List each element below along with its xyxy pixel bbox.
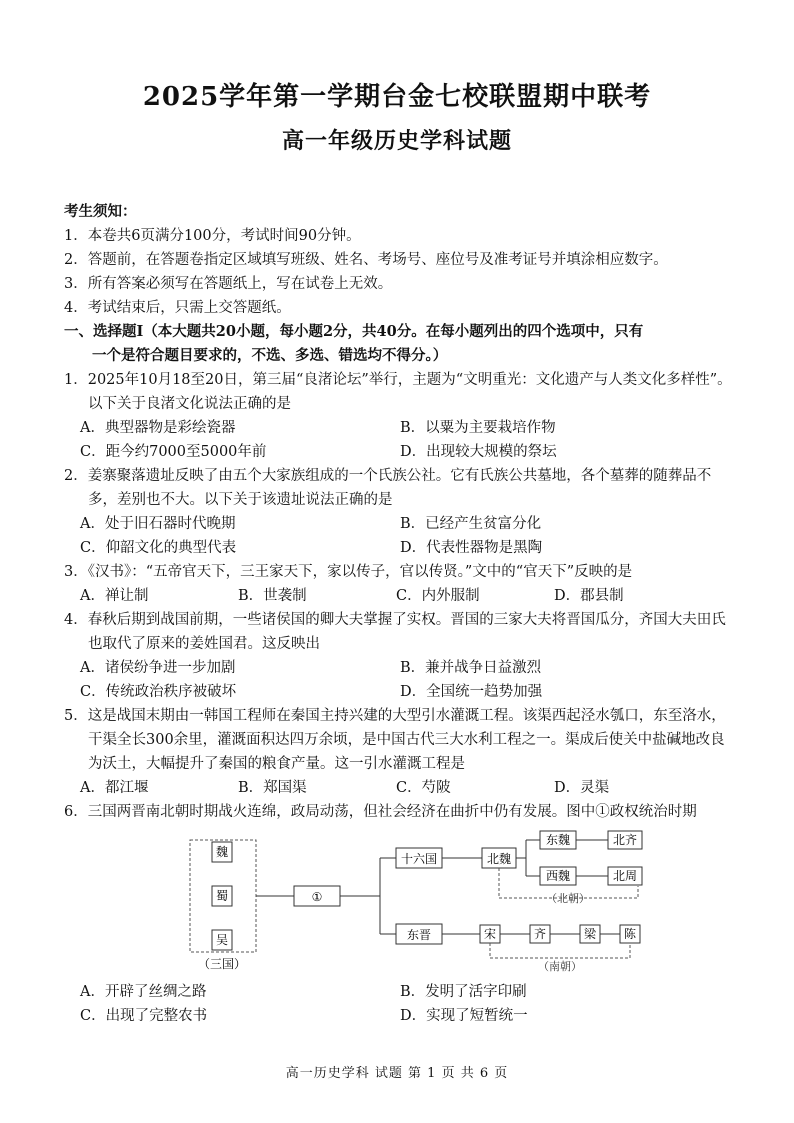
option-d: D．灵渠 bbox=[554, 780, 610, 796]
option-d: D．实现了短暂统一 bbox=[400, 1008, 528, 1024]
option-b: B．以粟为主要栽培作物 bbox=[400, 420, 556, 436]
option-b: B．郑国渠 bbox=[238, 780, 307, 796]
question-5 bbox=[64, 704, 734, 800]
label-center: ① bbox=[311, 890, 323, 904]
options-row bbox=[64, 980, 734, 1004]
exam-content bbox=[64, 200, 734, 1028]
question-stem: 2．姜寨聚落遗址反映了由五个大家族组成的一个氏族公社。它有氏族公共墓地，各个墓葬的随葬品不多，差别也不大。以下关于该遗址说法正确的是 bbox=[64, 468, 712, 508]
question-4 bbox=[64, 608, 734, 704]
question-stem: 3．《汉书》：“五帝官天下，三王家天下，家以传子，官以传贤。”文中的“官天下”反映的是 bbox=[64, 564, 633, 580]
option-c: C．出现了完整农书 bbox=[80, 1008, 208, 1024]
label-16-kingdoms: 十六国 bbox=[400, 852, 438, 866]
option-a: A．开辟了丝绸之路 bbox=[80, 984, 207, 1000]
label-sanguo: （三国） bbox=[197, 957, 247, 971]
label-wei: 魏 bbox=[215, 845, 229, 859]
label-chen: 陈 bbox=[623, 927, 637, 941]
option-d: D．代表性器物是黑陶 bbox=[400, 540, 543, 556]
exam-subtitle: 高一年级历史学科试题 bbox=[281, 128, 512, 154]
option-d: D．郡县制 bbox=[554, 588, 624, 604]
options-row bbox=[64, 656, 734, 680]
question-6 bbox=[64, 800, 734, 1028]
section-heading-cont: 一个是符合题目要求的，不选、多选、错选均不得分。） bbox=[92, 347, 448, 364]
label-north-zhou: 北周 bbox=[612, 869, 638, 883]
option-c: C．仰韶文化的典型代表 bbox=[80, 540, 237, 556]
notice-item: 4．考试结束后，只需上交答题纸。 bbox=[64, 300, 291, 316]
option-c: C．传统政治秩序被破坏 bbox=[80, 684, 237, 700]
dynasty-diagram-svg bbox=[184, 830, 644, 980]
notice-item: 3．所有答案必须写在答题纸上，写在试卷上无效。 bbox=[64, 276, 393, 292]
label-north-qi: 北齐 bbox=[612, 833, 638, 847]
option-d: D．出现较大规模的祭坛 bbox=[400, 444, 557, 460]
option-b: B．发明了活字印刷 bbox=[400, 984, 527, 1000]
question-2 bbox=[64, 464, 734, 560]
question-3 bbox=[64, 560, 734, 608]
options-row bbox=[64, 536, 734, 560]
label-north-wei: 北魏 bbox=[486, 852, 512, 866]
options-row bbox=[64, 416, 734, 440]
exam-title: 2025学年第一学期台金七校联盟期中联考 bbox=[142, 82, 652, 112]
option-a: A．处于旧石器时代晚期 bbox=[80, 516, 236, 532]
notice-item: 2．答题前，在答题卷指定区域填写班级、姓名、考场号、座位号及准考证号并填涂相应数字。 bbox=[64, 252, 668, 268]
question-stem: 6．三国两晋南北朝时期战火连绵，政局动荡，但社会经济在曲折中仍有发展。图中①政权统治时期 bbox=[64, 804, 697, 820]
dynasty-diagram bbox=[64, 830, 734, 980]
options-row bbox=[64, 440, 734, 464]
question-1 bbox=[64, 368, 734, 464]
options-row bbox=[64, 584, 734, 608]
option-b: B．兼并战争日益激烈 bbox=[400, 660, 542, 676]
option-c: C．距今约7000至5000年前 bbox=[80, 444, 267, 460]
option-a: A．禅让制 bbox=[80, 588, 149, 604]
label-wu: 吴 bbox=[215, 933, 229, 947]
section-heading: 一、选择题Ⅰ（本大题共20小题，每小题2分，共40分。在每小题列出的四个选项中，只有 bbox=[64, 323, 644, 340]
question-stem: 4．春秋后期到战国前期，一些诸侯国的卿大夫掌握了实权。晋国的三家大夫将晋国瓜分，齐国大夫田氏也取代了原来的姜姓国君。这反映出 bbox=[64, 612, 726, 652]
question-stem: 5．这是战国末期由一韩国工程师在秦国主持兴建的大型引水灌溉工程。该渠西起泾水瓠口，东至洛水，干渠全长300余里，灌溉面积达四万余顷，是中国古代三大水利工程之一。渠成后使关中盐碱地改良为沃土，大幅提升了秦国的粮食产量。这一引水灌溉工程是 bbox=[64, 708, 726, 772]
option-b: B．已经产生贫富分化 bbox=[400, 516, 542, 532]
option-c: C．芍陂 bbox=[396, 780, 451, 796]
notice-heading: 考生须知： bbox=[64, 203, 137, 220]
options-row bbox=[64, 1004, 734, 1028]
label-liang: 梁 bbox=[583, 927, 597, 941]
notice-item: 1．本卷共6页满分100分，考试时间90分钟。 bbox=[64, 228, 361, 244]
label-east-jin: 东晋 bbox=[406, 928, 432, 942]
label-north-dynasties: （北朝） bbox=[546, 892, 590, 905]
options-row bbox=[64, 680, 734, 704]
label-south-dynasties: （南朝） bbox=[538, 960, 582, 973]
label-west-wei: 西魏 bbox=[545, 869, 571, 883]
label-song: 宋 bbox=[483, 927, 497, 941]
option-b: B．世袭制 bbox=[238, 588, 307, 604]
option-a: A．诸侯纷争进一步加剧 bbox=[80, 660, 236, 676]
label-east-wei: 东魏 bbox=[545, 833, 571, 847]
option-d: D．全国统一趋势加强 bbox=[400, 684, 543, 700]
question-stem: 1．2025年10月18至20日，第三届“良渚论坛”举行，主题为“文明重光：文化遗产与人类文化多样性”。以下关于良渚文化说法正确的是 bbox=[64, 372, 732, 412]
label-qi: 齐 bbox=[533, 927, 547, 941]
option-a: A．都江堰 bbox=[80, 780, 149, 796]
options-row bbox=[64, 512, 734, 536]
option-a: A．典型器物是彩绘瓷器 bbox=[80, 420, 236, 436]
label-shu: 蜀 bbox=[215, 889, 229, 903]
page-footer: 高一历史学科 试题 第 1 页 共 6 页 bbox=[285, 1066, 509, 1081]
south-dynasties-bracket bbox=[490, 943, 630, 958]
option-c: C．内外服制 bbox=[396, 588, 480, 604]
options-row bbox=[64, 776, 734, 800]
